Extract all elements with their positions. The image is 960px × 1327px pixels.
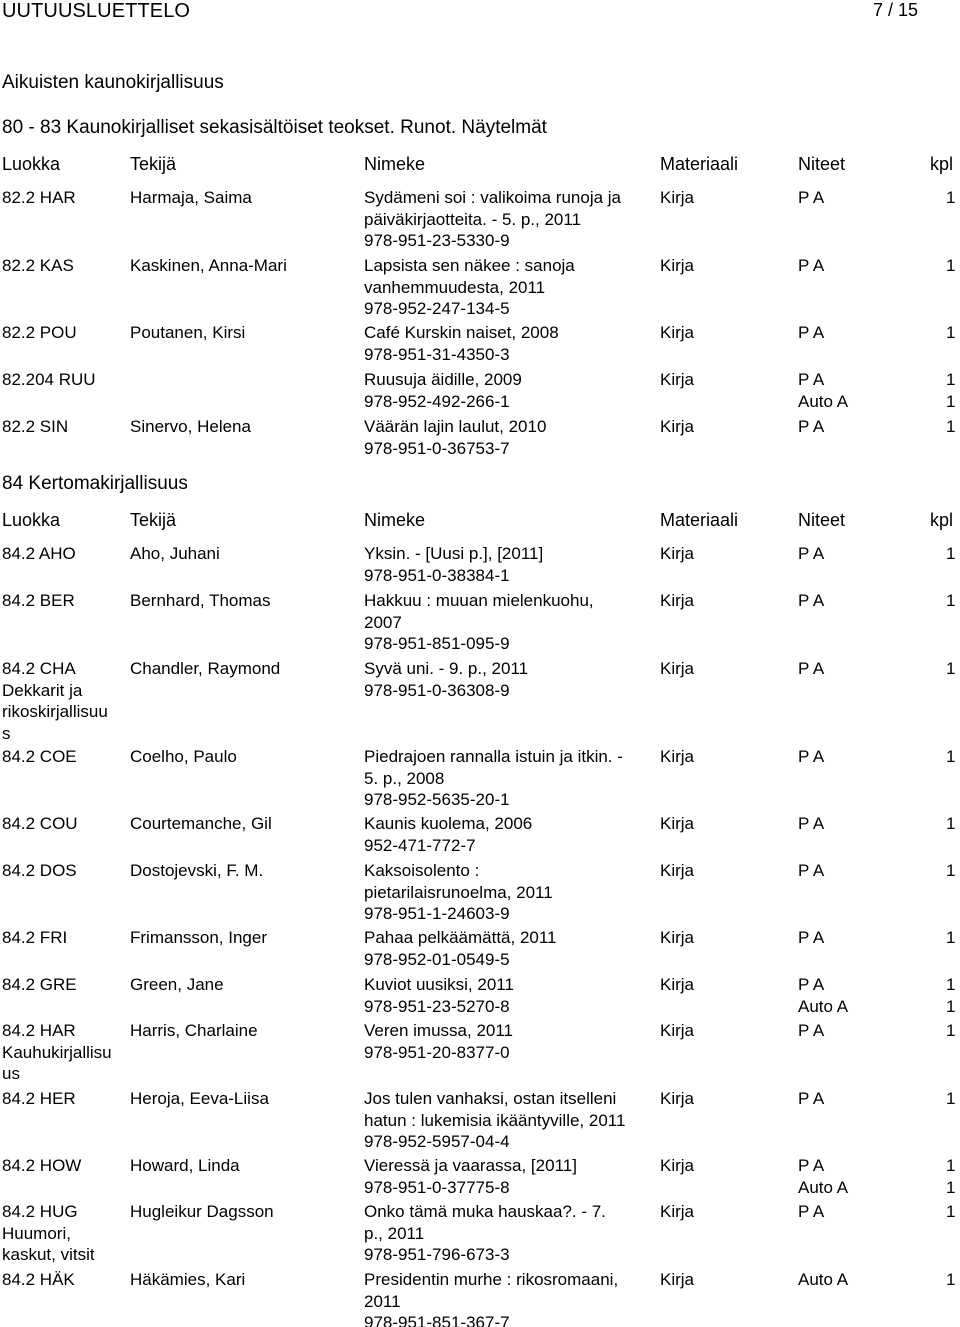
nimeke-text: 978-951-0-36308-9 [364, 680, 510, 700]
niteet-text: P A [798, 928, 825, 947]
kpl-text: 1 [946, 996, 956, 1016]
cell-luokka [2, 255, 124, 277]
cell-materiaali [660, 813, 760, 835]
cell-nimeke [364, 416, 654, 459]
cell-materiaali [660, 416, 760, 438]
cell-nimeke [364, 974, 654, 1017]
kpl-text: 1 [946, 1156, 956, 1175]
nimeke-text: 978-952-247-134-5 [364, 299, 510, 318]
tekija-text: Harmaja, Saima [130, 188, 252, 207]
col-tekija: Tekijä [130, 510, 177, 530]
nimeke-text: Vieressä ja vaarassa, [2011] [364, 1156, 577, 1175]
tekija-text: Häkämies, Kari [130, 1270, 246, 1289]
nimeke-text: Yksin. - [Uusi p.], [2011] [364, 544, 544, 563]
cell-nimeke [364, 1269, 654, 1327]
nimeke-text: Syvä uni. - 9. p., 2011 [364, 659, 529, 678]
nimeke-text: vanhemmuudesta, 2011 [364, 277, 546, 297]
luokka-text: 82.204 RUU [2, 370, 96, 389]
nimeke-text: Presidentin murhe : rikosromaani, [364, 1270, 619, 1289]
tekija-text: Heroja, Eeva-Liisa [130, 1089, 269, 1108]
cell-kpl [946, 974, 960, 1017]
section-title: 84 Kertomakirjallisuus [2, 473, 188, 494]
nimeke-text: 2007 [364, 612, 402, 632]
materiaali-text: Kirja [660, 188, 695, 207]
luokka-text: 82.2 SIN [2, 417, 69, 436]
cell-kpl [946, 813, 960, 835]
materiaali-text: Kirja [660, 323, 695, 342]
luokka-text: Huumori, [2, 1223, 71, 1243]
cell-materiaali [660, 1201, 760, 1223]
cell-tekija [130, 187, 356, 209]
luokka-text: 84.2 CHA [2, 659, 76, 678]
cell-kpl [946, 927, 960, 949]
luokka-text: 84.2 DOS [2, 861, 77, 880]
cell-tekija [130, 322, 356, 344]
materiaali-text: Kirja [660, 928, 695, 947]
tekija-text: Kaskinen, Anna-Mari [130, 256, 287, 275]
luokka-text: 82.2 HAR [2, 188, 76, 207]
cell-tekija [130, 1088, 356, 1110]
kpl-text: 1 [946, 1202, 956, 1221]
luokka-text: rikoskirjallisuu [2, 702, 108, 721]
nimeke-text: 978-952-5957-04-4 [364, 1132, 510, 1151]
luokka-text: 84.2 BER [2, 591, 75, 610]
cell-materiaali [660, 255, 760, 277]
nimeke-text: 978-951-0-38384-1 [364, 565, 510, 585]
niteet-text: Auto A [798, 1177, 849, 1197]
nimeke-text: Kaksoisolento : [364, 861, 480, 880]
cell-kpl [946, 187, 960, 209]
nimeke-text: 978-951-23-5330-9 [364, 231, 510, 250]
tekija-text: Courtemanche, Gil [130, 814, 272, 833]
tekija-text: Harris, Charlaine [130, 1021, 258, 1040]
nimeke-text: p., 2011 [364, 1223, 425, 1243]
luokka-text: s [2, 723, 11, 743]
cell-materiaali [660, 1088, 760, 1110]
cell-nimeke [364, 1201, 654, 1266]
nimeke-text: 978-951-1-24603-9 [364, 904, 510, 923]
cell-nimeke [364, 1088, 654, 1153]
nimeke-text: pietarilaisrunoelma, 2011 [364, 882, 553, 902]
cell-niteet [798, 1201, 908, 1223]
nimeke-text: 978-952-492-266-1 [364, 391, 510, 411]
cell-niteet [798, 416, 908, 438]
cell-niteet [798, 1269, 908, 1291]
kpl-text: 1 [946, 975, 956, 994]
cell-materiaali [660, 543, 760, 565]
cell-kpl [946, 1155, 960, 1198]
nimeke-text: 978-951-20-8377-0 [364, 1042, 510, 1062]
cell-materiaali [660, 187, 760, 209]
nimeke-text: 978-951-851-095-9 [364, 634, 510, 653]
niteet-text: P A [798, 814, 825, 833]
nimeke-text: 978-951-23-5270-8 [364, 996, 510, 1016]
niteet-text: P A [798, 659, 825, 678]
cell-kpl [946, 746, 960, 768]
cell-niteet [798, 1020, 908, 1042]
cell-nimeke [364, 187, 654, 252]
cell-tekija [130, 543, 356, 565]
materiaali-text: Kirja [660, 591, 695, 610]
cell-nimeke [364, 1020, 654, 1063]
niteet-text: P A [798, 975, 825, 994]
nimeke-text: 2011 [364, 1291, 401, 1311]
materiaali-text: Kirja [660, 1202, 695, 1221]
materiaali-text: Kirja [660, 256, 695, 275]
cell-niteet [798, 543, 908, 565]
tekija-text: Sinervo, Helena [130, 417, 251, 436]
cell-luokka [2, 369, 124, 391]
kpl-text: 1 [946, 370, 956, 389]
page-number: 7 / 15 [872, 0, 918, 20]
niteet-text: P A [798, 1089, 825, 1108]
luokka-text: 84.2 COU [2, 814, 78, 833]
cell-nimeke [364, 369, 654, 412]
cell-tekija [130, 746, 356, 768]
niteet-text: P A [798, 1021, 825, 1040]
cell-niteet [798, 1155, 908, 1198]
materiaali-text: Kirja [660, 975, 695, 994]
cell-kpl [946, 369, 960, 412]
luokka-text: 82.2 KAS [2, 256, 74, 275]
cell-luokka [2, 927, 124, 949]
luokka-text: 84.2 AHO [2, 544, 76, 563]
tekija-text: Aho, Juhani [130, 544, 220, 563]
kpl-text: 1 [946, 1089, 956, 1108]
materiaali-text: Kirja [660, 417, 695, 436]
cell-kpl [946, 416, 960, 438]
kpl-text: 1 [946, 417, 956, 436]
luokka-text: 82.2 POU [2, 323, 77, 342]
column-headers [0, 154, 960, 178]
cell-tekija [130, 974, 356, 996]
cell-luokka [2, 322, 124, 344]
materiaali-text: Kirja [660, 659, 695, 678]
cell-kpl [946, 1088, 960, 1110]
cell-kpl [946, 1020, 960, 1042]
cell-luokka [2, 590, 124, 612]
kpl-text: 1 [946, 928, 956, 947]
cell-materiaali [660, 590, 760, 612]
cell-luokka [2, 416, 124, 438]
nimeke-text: päiväkirjaotteita. - 5. p., 2011 [364, 209, 582, 229]
cell-kpl [946, 590, 960, 612]
niteet-text: P A [798, 1156, 825, 1175]
cell-tekija [130, 590, 356, 612]
nimeke-text: 952-471-772-7 [364, 835, 476, 855]
cell-tekija [130, 658, 356, 680]
cell-materiaali [660, 658, 760, 680]
nimeke-text: 978-951-796-673-3 [364, 1245, 510, 1264]
col-nimeke: Nimeke [364, 154, 426, 174]
cell-materiaali [660, 369, 760, 391]
tekija-text: Green, Jane [130, 975, 224, 994]
niteet-text: P A [798, 861, 825, 880]
cell-tekija [130, 927, 356, 949]
nimeke-text: 978-951-0-37775-8 [364, 1177, 510, 1197]
luokka-text: 84.2 HAR [2, 1021, 76, 1040]
col-luokka: Luokka [2, 510, 61, 530]
nimeke-text: 978-951-851-367-7 [364, 1313, 510, 1327]
cell-luokka [2, 746, 124, 768]
nimeke-text: Café Kurskin naiset, 2008 [364, 323, 559, 342]
nimeke-text: Onko tämä muka hauskaa?. - 7. [364, 1202, 606, 1221]
cell-luokka [2, 1155, 124, 1177]
nimeke-text: 978-952-5635-20-1 [364, 790, 510, 809]
luokka-text: 84.2 FRI [2, 928, 68, 947]
col-tekija: Tekijä [130, 154, 177, 174]
materiaali-text: Kirja [660, 1156, 695, 1175]
cell-niteet [798, 974, 908, 1017]
tekija-text: Dostojevski, F. M. [130, 861, 264, 880]
cell-luokka [2, 1269, 124, 1291]
cell-niteet [798, 187, 908, 209]
cell-niteet [798, 1088, 908, 1110]
col-kpl: kpl [930, 154, 954, 174]
nimeke-text: Hakkuu : muuan mielenkuohu, [364, 591, 594, 610]
kpl-text: 1 [946, 747, 956, 766]
nimeke-text: 5. p., 2008 [364, 768, 445, 788]
cell-kpl [946, 255, 960, 277]
cell-tekija [130, 1020, 356, 1042]
nimeke-text: Veren imussa, 2011 [364, 1021, 513, 1040]
niteet-text: Auto A [798, 1270, 849, 1289]
niteet-text: P A [798, 256, 825, 275]
kpl-text: 1 [946, 814, 956, 833]
materiaali-text: Kirja [660, 370, 695, 389]
luokka-text: 84.2 HOW [2, 1156, 82, 1175]
niteet-text: P A [798, 544, 825, 563]
col-materiaali: Materiaali [660, 510, 739, 530]
cell-luokka [2, 974, 124, 996]
cell-nimeke [364, 590, 654, 655]
col-nimeke: Nimeke [364, 510, 426, 530]
tekija-text: Poutanen, Kirsi [130, 323, 246, 342]
cell-niteet [798, 860, 908, 882]
cell-nimeke [364, 543, 654, 586]
luokka-text: 84.2 COE [2, 747, 77, 766]
cell-kpl [946, 860, 960, 882]
nimeke-text: 978-951-31-4350-3 [364, 344, 510, 364]
cell-niteet [798, 322, 908, 344]
luokka-text: us [2, 1064, 20, 1083]
cell-luokka [2, 1020, 124, 1085]
cell-materiaali [660, 860, 760, 882]
nimeke-text: Sydämeni soi : valikoima runoja ja [364, 188, 622, 207]
nimeke-text: Kaunis kuolema, 2006 [364, 814, 533, 833]
col-niteet: Niteet [798, 510, 846, 530]
kpl-text: 1 [946, 323, 956, 342]
cell-niteet [798, 813, 908, 835]
cell-tekija [130, 255, 356, 277]
niteet-text: Auto A [798, 391, 849, 411]
section-title: 80 - 83 Kaunokirjalliset sekasisältöiset teokset. Runot. Näytelmät [2, 117, 547, 138]
cell-materiaali [660, 1269, 760, 1291]
nimeke-text: Jos tulen vanhaksi, ostan itselleni [364, 1089, 617, 1108]
tekija-text: Howard, Linda [130, 1156, 240, 1175]
nimeke-text: hatun : lukemisia ikääntyville, 2011 [364, 1110, 626, 1130]
col-kpl: kpl [930, 510, 954, 530]
cell-tekija [130, 1201, 356, 1223]
cell-kpl [946, 1269, 960, 1291]
cell-nimeke [364, 746, 654, 811]
cell-tekija [130, 416, 356, 438]
cell-tekija [130, 813, 356, 835]
cell-tekija [130, 1269, 356, 1291]
luokka-text: kaskut, vitsit [2, 1245, 95, 1264]
cell-nimeke [364, 813, 654, 856]
kpl-text: 1 [946, 391, 956, 411]
cell-materiaali [660, 927, 760, 949]
niteet-text: P A [798, 370, 825, 389]
luokka-text: Kauhukirjallisu [2, 1042, 112, 1062]
luokka-text: 84.2 GRE [2, 975, 77, 994]
niteet-text: P A [798, 417, 825, 436]
luokka-text: Dekkarit ja [2, 680, 83, 700]
cell-kpl [946, 543, 960, 565]
materiaali-text: Kirja [660, 1089, 695, 1108]
cell-luokka [2, 543, 124, 565]
kpl-text: 1 [946, 256, 956, 275]
cell-nimeke [364, 927, 654, 970]
cell-luokka [2, 813, 124, 835]
column-headers [0, 510, 960, 534]
cell-materiaali [660, 322, 760, 344]
kpl-text: 1 [946, 544, 956, 563]
cell-materiaali [660, 1155, 760, 1177]
niteet-text: P A [798, 591, 825, 610]
cell-luokka [2, 187, 124, 209]
niteet-text: P A [798, 323, 825, 342]
cell-luokka [2, 1201, 124, 1266]
cell-luokka [2, 860, 124, 882]
kpl-text: 1 [946, 861, 956, 880]
cell-tekija [130, 1155, 356, 1177]
cell-niteet [798, 369, 908, 412]
cell-tekija [130, 860, 356, 882]
cell-luokka [2, 658, 124, 744]
cell-materiaali [660, 1020, 760, 1042]
kpl-text: 1 [946, 1177, 956, 1197]
cell-nimeke [364, 658, 654, 701]
luokka-text: 84.2 HÄK [2, 1270, 75, 1289]
nimeke-text: Kuviot uusiksi, 2011 [364, 975, 514, 994]
materiaali-text: Kirja [660, 747, 695, 766]
cell-niteet [798, 255, 908, 277]
cell-materiaali [660, 974, 760, 996]
niteet-text: P A [798, 747, 825, 766]
cell-kpl [946, 322, 960, 344]
tekija-text: Bernhard, Thomas [130, 591, 271, 610]
materiaali-text: Kirja [660, 1270, 695, 1289]
kpl-text: 1 [946, 591, 956, 610]
nimeke-text: 978-952-01-0549-5 [364, 949, 510, 969]
cell-nimeke [364, 322, 654, 365]
cell-nimeke [364, 255, 654, 320]
materiaali-text: Kirja [660, 861, 695, 880]
kpl-text: 1 [946, 188, 956, 207]
cell-niteet [798, 658, 908, 680]
col-niteet: Niteet [798, 154, 846, 174]
nimeke-text: Väärän lajin laulut, 2010 [364, 417, 547, 436]
cell-kpl [946, 658, 960, 680]
tekija-text: Frimansson, Inger [130, 928, 267, 947]
tekija-text: Chandler, Raymond [130, 659, 281, 678]
col-materiaali: Materiaali [660, 154, 739, 174]
cell-nimeke [364, 1155, 654, 1198]
luokka-text: 84.2 HUG [2, 1202, 78, 1221]
niteet-text: P A [798, 1202, 825, 1221]
cell-luokka [2, 1088, 124, 1110]
kpl-text: 1 [946, 1270, 956, 1289]
cell-nimeke [364, 860, 654, 925]
document-title: UUTUUSLUETTELO [2, 0, 191, 22]
cell-niteet [798, 746, 908, 768]
luokka-text: 84.2 HER [2, 1089, 76, 1108]
cell-niteet [798, 927, 908, 949]
tekija-text: Coelho, Paulo [130, 747, 237, 766]
category-heading: Aikuisten kaunokirjallisuus [2, 72, 224, 93]
cell-materiaali [660, 746, 760, 768]
nimeke-text: Lapsista sen näkee : sanoja [364, 256, 575, 275]
nimeke-text: 978-951-0-36753-7 [364, 438, 510, 458]
nimeke-text: Piedrajoen rannalla istuin ja itkin. - [364, 747, 623, 766]
nimeke-text: Ruusuja äidille, 2009 [364, 370, 522, 389]
niteet-text: P A [798, 188, 825, 207]
kpl-text: 1 [946, 659, 956, 678]
materiaali-text: Kirja [660, 544, 695, 563]
niteet-text: Auto A [798, 996, 849, 1016]
materiaali-text: Kirja [660, 814, 695, 833]
cell-kpl [946, 1201, 960, 1223]
kpl-text: 1 [946, 1021, 956, 1040]
materiaali-text: Kirja [660, 1021, 695, 1040]
tekija-text: Hugleikur Dagsson [130, 1202, 274, 1221]
nimeke-text: Pahaa pelkäämättä, 2011 [364, 928, 557, 947]
col-luokka: Luokka [2, 154, 61, 174]
cell-niteet [798, 590, 908, 612]
